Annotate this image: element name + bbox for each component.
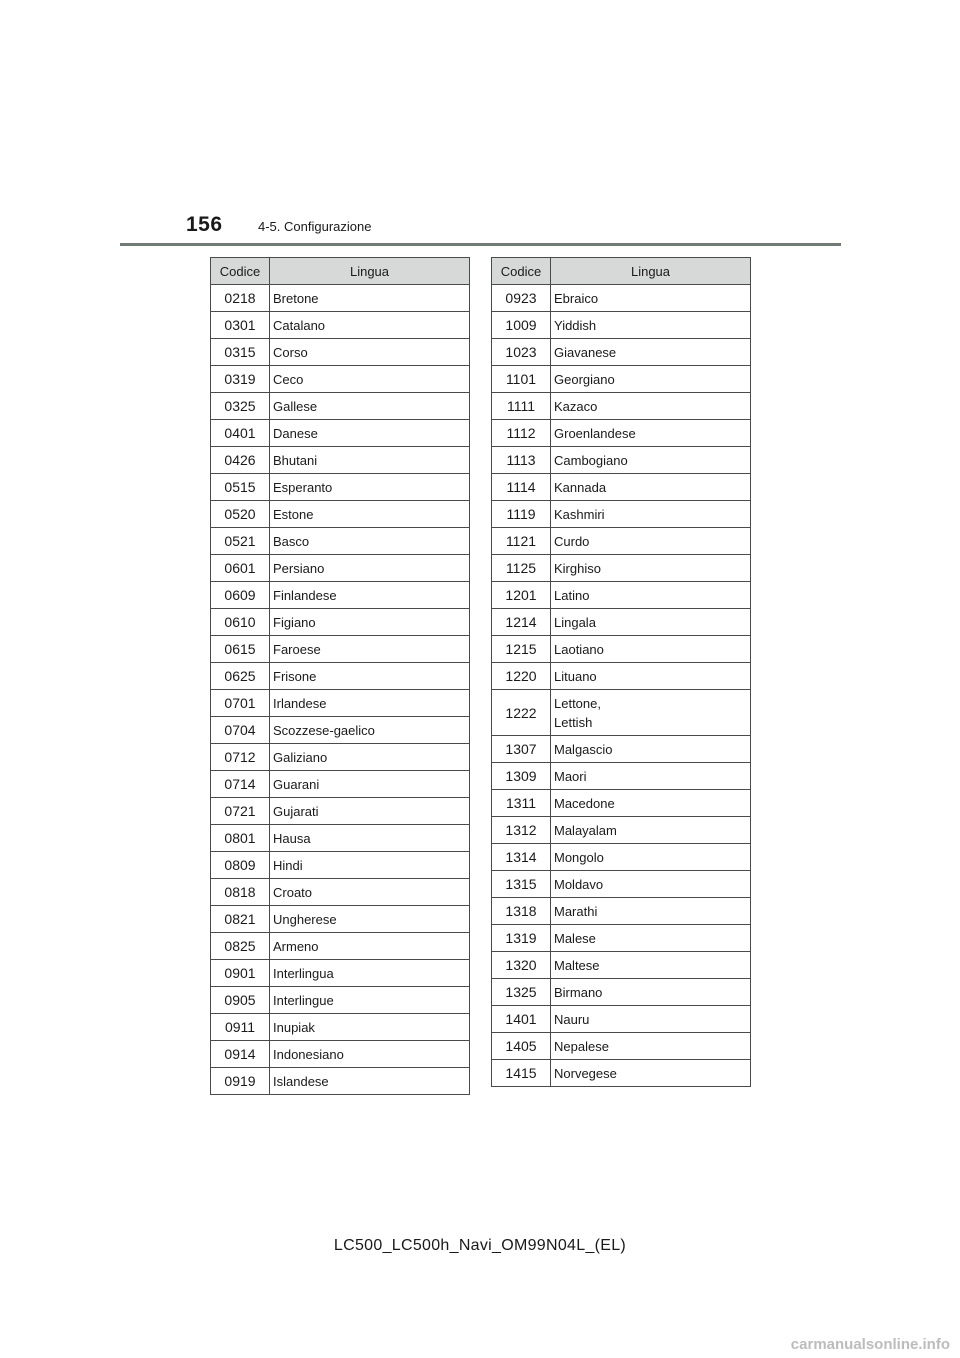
language-code-cell: 1023 (492, 339, 551, 366)
language-name-cell (551, 1033, 751, 1060)
language-name: Maltese (554, 957, 600, 973)
table-row (492, 447, 751, 474)
language-code-cell: 1220 (492, 663, 551, 690)
language-code-cell: 1309 (492, 763, 551, 790)
language-name: Cambogiano (554, 452, 628, 468)
language-code-cell: 1201 (492, 582, 551, 609)
table-row (492, 844, 751, 871)
language-name-cell (270, 798, 470, 825)
language-name-cell (551, 925, 751, 952)
table-row (211, 798, 470, 825)
language-code-cell: 0911 (211, 1014, 270, 1041)
language-code-cell: 0712 (211, 744, 270, 771)
language-name: Lettone, Lettish (554, 695, 601, 730)
language-code-cell: 0218 (211, 285, 270, 312)
language-code-cell: 0325 (211, 393, 270, 420)
language-name: Croato (273, 884, 313, 900)
language-code-cell: 0610 (211, 609, 270, 636)
language-code-cell: 0914 (211, 1041, 270, 1068)
language-name-cell (270, 879, 470, 906)
language-name-cell (551, 663, 751, 690)
table-row (211, 609, 470, 636)
table-row (211, 987, 470, 1014)
language-name-cell (270, 636, 470, 663)
language-name-cell (551, 790, 751, 817)
language-name-cell (270, 1041, 470, 1068)
language-name: Irlandese (273, 695, 327, 711)
language-code-cell: 1319 (492, 925, 551, 952)
language-name: Laotiano (554, 641, 604, 657)
language-name-cell (551, 582, 751, 609)
table-row (211, 852, 470, 879)
language-name-cell (270, 339, 470, 366)
language-name: Catalano (273, 317, 326, 333)
language-name: Finlandese (273, 587, 337, 603)
language-name: Nauru (554, 1011, 590, 1027)
language-name: Figiano (273, 614, 316, 630)
language-code-cell: 0714 (211, 771, 270, 798)
language-name-cell (270, 582, 470, 609)
table-row (492, 790, 751, 817)
table-row (211, 933, 470, 960)
language-code-cell: 1113 (492, 447, 551, 474)
language-code-table-left (210, 257, 470, 1095)
language-name-cell (551, 763, 751, 790)
language-code-cell: 1112 (492, 420, 551, 447)
language-name-cell (270, 663, 470, 690)
language-name-cell (270, 825, 470, 852)
table-row (492, 1006, 751, 1033)
language-code-table-right (491, 257, 751, 1087)
page-number: 156 (186, 213, 223, 236)
language-code-cell: 1312 (492, 817, 551, 844)
table-row (211, 825, 470, 852)
table-row (492, 582, 751, 609)
language-code-cell: 1405 (492, 1033, 551, 1060)
language-code-cell: 0515 (211, 474, 270, 501)
language-name-cell (551, 528, 751, 555)
language-name: Faroese (273, 641, 321, 657)
language-code-cell: 1320 (492, 952, 551, 979)
table-row (211, 636, 470, 663)
language-name: Lingala (554, 614, 596, 630)
language-name-cell (270, 960, 470, 987)
language-name: Nepalese (554, 1038, 609, 1054)
language-name: Marathi (554, 903, 598, 919)
table-row (211, 906, 470, 933)
language-name: Bhutani (273, 452, 318, 468)
language-name: Inupiak (273, 1019, 315, 1035)
table-row (492, 1060, 751, 1087)
table-row (492, 312, 751, 339)
table-header-row (492, 258, 751, 285)
language-name: Esperanto (273, 479, 333, 495)
language-name: Giavanese (554, 344, 617, 360)
language-name-cell (551, 285, 751, 312)
language-name-cell (270, 690, 470, 717)
table-row (211, 582, 470, 609)
language-name-cell (270, 906, 470, 933)
table-row (211, 528, 470, 555)
language-code-cell: 1111 (492, 393, 551, 420)
table-row (211, 960, 470, 987)
table-row (492, 898, 751, 925)
language-name-cell (270, 501, 470, 528)
language-name: Guarani (273, 776, 320, 792)
language-name: Hausa (273, 830, 311, 846)
language-code-cell: 0601 (211, 555, 270, 582)
column-header-code: Codice (492, 258, 551, 285)
table-row (492, 736, 751, 763)
column-header-language: Lingua (270, 258, 470, 285)
language-code-cell: 1401 (492, 1006, 551, 1033)
table-header-row (211, 258, 470, 285)
language-name-cell (551, 1060, 751, 1087)
language-code-cell: 1119 (492, 501, 551, 528)
language-name-cell (551, 447, 751, 474)
language-code-cell: 0818 (211, 879, 270, 906)
language-name: Kazaco (554, 398, 598, 414)
language-code-cell: 0704 (211, 717, 270, 744)
language-name-cell (270, 285, 470, 312)
language-name-cell (270, 366, 470, 393)
language-name-cell (270, 312, 470, 339)
language-name: Malese (554, 930, 596, 946)
language-code-cell: 1125 (492, 555, 551, 582)
language-name: Basco (273, 533, 310, 549)
table-row (492, 420, 751, 447)
language-name: Macedone (554, 795, 615, 811)
table-row (492, 501, 751, 528)
language-code-cell: 0521 (211, 528, 270, 555)
language-name: Gujarati (273, 803, 319, 819)
language-name-cell (270, 447, 470, 474)
language-code-cell: 0801 (211, 825, 270, 852)
language-name-cell (270, 933, 470, 960)
language-name-cell (551, 393, 751, 420)
language-code-cell: 0609 (211, 582, 270, 609)
language-name-cell (551, 420, 751, 447)
language-name: Groenlandese (554, 425, 636, 441)
language-name: Kirghiso (554, 560, 601, 576)
language-code-cell: 1121 (492, 528, 551, 555)
language-code-cell: 0615 (211, 636, 270, 663)
language-name: Kashmiri (554, 506, 605, 522)
table-row (211, 663, 470, 690)
table-row (211, 555, 470, 582)
language-name-cell (270, 474, 470, 501)
document-id-footer: LC500_LC500h_Navi_OM99N04L_(EL) (333, 1237, 627, 1254)
language-name: Galiziano (273, 749, 328, 765)
language-code-cell: 0426 (211, 447, 270, 474)
language-name: Ebraico (554, 290, 599, 306)
language-name: Bretone (273, 290, 319, 306)
language-name: Norvegese (554, 1065, 617, 1081)
table-row (492, 393, 751, 420)
language-name: Frisone (273, 668, 317, 684)
table-row (492, 979, 751, 1006)
language-name-cell (551, 898, 751, 925)
language-name: Corso (273, 344, 308, 360)
table-row (211, 771, 470, 798)
language-code-cell: 0721 (211, 798, 270, 825)
table-row (492, 339, 751, 366)
language-code-cell: 0701 (211, 690, 270, 717)
table-row (492, 528, 751, 555)
language-code-cell: 1222 (492, 690, 551, 736)
table-row (211, 1041, 470, 1068)
language-name-cell (551, 636, 751, 663)
table-row (492, 366, 751, 393)
language-name-cell (551, 501, 751, 528)
watermark: carmanualsonline.info (790, 1336, 950, 1353)
language-name-cell (551, 555, 751, 582)
table-row (492, 763, 751, 790)
language-name-cell (270, 744, 470, 771)
table-row (211, 501, 470, 528)
table-row (492, 952, 751, 979)
language-code-cell: 1415 (492, 1060, 551, 1087)
table-row (211, 285, 470, 312)
language-name: Mongolo (554, 849, 604, 865)
language-code-cell: 1101 (492, 366, 551, 393)
language-name: Latino (554, 587, 590, 603)
table-row (211, 1068, 470, 1095)
language-code-cell: 1114 (492, 474, 551, 501)
table-row (211, 312, 470, 339)
table-row (492, 690, 751, 736)
column-header-language: Lingua (551, 258, 751, 285)
language-code-cell: 0625 (211, 663, 270, 690)
language-name: Islandese (273, 1073, 329, 1089)
language-code-cell: 0901 (211, 960, 270, 987)
language-name: Armeno (273, 938, 319, 954)
language-code-cell: 0301 (211, 312, 270, 339)
language-code-cell: 1311 (492, 790, 551, 817)
language-name-cell (551, 474, 751, 501)
column-header-code: Codice (211, 258, 270, 285)
table-row (492, 925, 751, 952)
table-row (492, 609, 751, 636)
language-name-cell (551, 979, 751, 1006)
language-name-cell (551, 690, 751, 736)
language-name-cell (270, 852, 470, 879)
language-name-cell (551, 871, 751, 898)
table-row (492, 636, 751, 663)
language-name-cell (270, 1068, 470, 1095)
language-code-cell: 0821 (211, 906, 270, 933)
section-title: 4-5. Configurazione (258, 219, 372, 234)
language-name-cell (551, 817, 751, 844)
language-name: Estone (273, 506, 314, 522)
language-name: Malgascio (554, 741, 613, 757)
language-name-cell (551, 736, 751, 763)
language-code-cell: 1214 (492, 609, 551, 636)
language-code-cell: 0905 (211, 987, 270, 1014)
language-name: Georgiano (554, 371, 615, 387)
table-row (492, 663, 751, 690)
language-name-cell (551, 952, 751, 979)
language-code-cell: 1307 (492, 736, 551, 763)
language-name-cell (270, 717, 470, 744)
table-row (211, 879, 470, 906)
language-code-cell: 0923 (492, 285, 551, 312)
table-row (211, 447, 470, 474)
language-name: Yiddish (554, 317, 597, 333)
table-row (492, 555, 751, 582)
table-row (492, 871, 751, 898)
table-row (492, 285, 751, 312)
language-name-cell (551, 366, 751, 393)
language-code-cell: 0319 (211, 366, 270, 393)
language-name-cell (551, 844, 751, 871)
language-code-cell: 1325 (492, 979, 551, 1006)
language-name-cell (270, 987, 470, 1014)
table-row (211, 393, 470, 420)
language-code-cell: 1215 (492, 636, 551, 663)
language-name-cell (551, 1006, 751, 1033)
language-name: Birmano (554, 984, 603, 1000)
table-row (211, 474, 470, 501)
language-name: Danese (273, 425, 318, 441)
table-row (211, 420, 470, 447)
language-name-cell (270, 1014, 470, 1041)
table-row (492, 817, 751, 844)
table-row (211, 717, 470, 744)
language-name: Scozzese-gaelico (273, 722, 375, 738)
language-name-cell (551, 609, 751, 636)
table-row (492, 1033, 751, 1060)
language-name: Kannada (554, 479, 607, 495)
language-name-cell (551, 339, 751, 366)
language-name-cell (551, 312, 751, 339)
header-rule (120, 243, 841, 246)
language-name-cell (270, 555, 470, 582)
table-row (211, 366, 470, 393)
language-name-cell (270, 609, 470, 636)
language-code-cell: 1318 (492, 898, 551, 925)
language-name: Ungherese (273, 911, 337, 927)
language-name: Persiano (273, 560, 325, 576)
language-code-cell: 0520 (211, 501, 270, 528)
table-row (211, 1014, 470, 1041)
language-name-cell (270, 528, 470, 555)
language-code-cell: 1314 (492, 844, 551, 871)
language-code-cell: 0825 (211, 933, 270, 960)
table-row (492, 474, 751, 501)
language-name: Maori (554, 768, 587, 784)
language-name: Ceco (273, 371, 304, 387)
table-row (211, 744, 470, 771)
table-row (211, 339, 470, 366)
language-name: Interlingue (273, 992, 334, 1008)
language-name: Indonesiano (273, 1046, 344, 1062)
language-name-cell (270, 771, 470, 798)
language-name: Interlingua (273, 965, 334, 981)
language-name-cell (270, 393, 470, 420)
language-code-cell: 0315 (211, 339, 270, 366)
language-code-cell: 0401 (211, 420, 270, 447)
language-name: Curdo (554, 533, 590, 549)
language-name: Malayalam (554, 822, 617, 838)
language-name: Hindi (273, 857, 303, 873)
language-code-cell: 1315 (492, 871, 551, 898)
language-name: Gallese (273, 398, 318, 414)
language-code-cell: 0809 (211, 852, 270, 879)
table-row (211, 690, 470, 717)
language-name: Lituano (554, 668, 597, 684)
language-code-cell: 0919 (211, 1068, 270, 1095)
language-code-cell: 1009 (492, 312, 551, 339)
language-name-cell (270, 420, 470, 447)
language-name: Moldavo (554, 876, 604, 892)
